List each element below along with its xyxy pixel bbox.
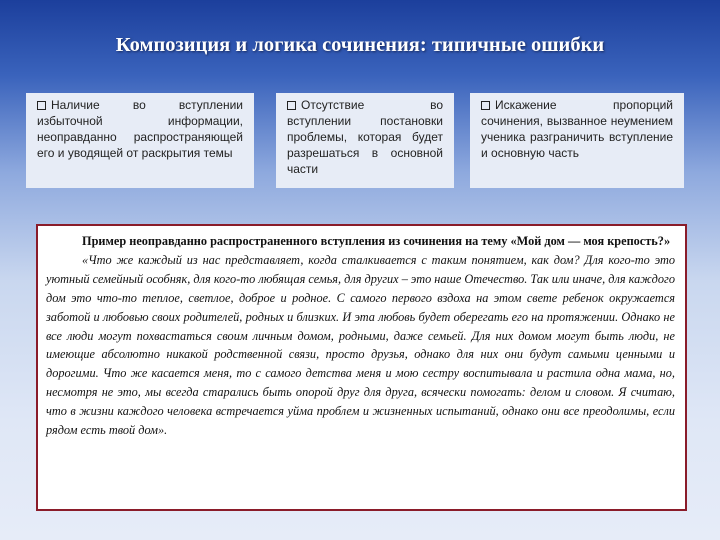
- error-box-text: Отсутствие во вступлении постановки проблемы, которая будет разрешаться в основной части: [287, 98, 443, 176]
- error-box-excess-info: [26, 93, 254, 188]
- error-box-text: Наличие во вступлении избыточной информации, неоправданно распространяющей его и уводящей от раскрытия темы: [37, 98, 243, 160]
- example-text: «Что же каждый из нас представляет, когда сталкивается с таким понятием, как дом? Для кого-то это уютный семейный особняк, для кого-то любящая семья, для других – это наше Отечество. Так или иначе, для каждого дом это что-то теплое, светлое, доброе и родное. С самого первого вздоха на этом свете ребенок окружается заботой и любовью своих родителей, родных и близких. И эта любовь будет оберегать его на протяжении. Однако не все люди могут похвастаться своим личным домом, родными, даже семьей. Для них домом могут быть люди, не имеющие абсолютно никакой родственной связи, просто друзья, однако для них они будут самыми ценными и дорогими. Что же касается меня, то с самого детства меня и мою сестру воспитывала и растила одна мама, но, несмотря не это, мы всегда старались быть опорой друг для друга, всячески помогать: делом и словом. Я считаю, что в жизни каждого человека встречается уйма проблем и жизненных испытаний, однако они все преодолимы, если рядом есть твой дом».: [46, 252, 675, 438]
- example-heading: Пример неоправданно распространенного вступления из сочинения на тему «Мой дом — моя крепость?»: [82, 234, 671, 248]
- error-box-no-problem: [276, 93, 454, 188]
- error-box-text: Искажение пропорций сочинения, вызванное неумением ученика разграничить вступление и основную часть: [481, 98, 673, 160]
- checkbox-bullet-icon: [37, 101, 46, 110]
- checkbox-bullet-icon: [287, 101, 296, 110]
- checkbox-bullet-icon: [481, 101, 490, 110]
- error-box-proportions: [470, 93, 684, 188]
- slide-title: Композиция и логика сочинения: типичные ошибки: [115, 34, 605, 56]
- example-panel: [36, 224, 687, 511]
